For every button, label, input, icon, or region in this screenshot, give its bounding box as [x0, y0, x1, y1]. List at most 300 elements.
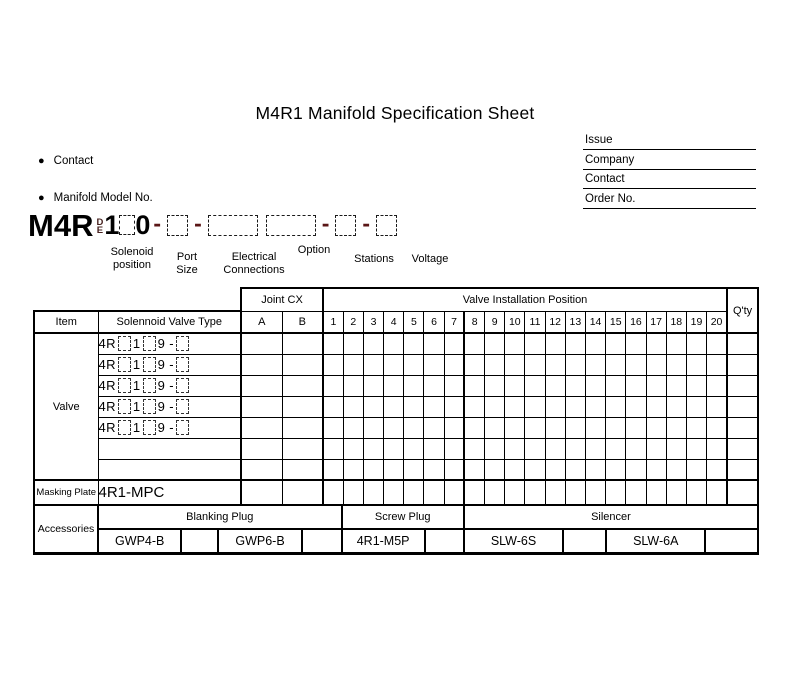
position-cell-4 [384, 354, 404, 375]
position-cell-6 [424, 396, 444, 417]
info-field-issue [583, 134, 756, 150]
position-cell-17 [646, 438, 666, 459]
position-cell-18 [666, 354, 686, 375]
position-cell-13 [565, 459, 585, 480]
position-header-1: 1 [323, 311, 343, 333]
position-header-10: 10 [505, 311, 525, 333]
position-cell-1 [323, 417, 343, 438]
valve-row [34, 396, 758, 417]
masking-plate-label: Masking Plate [34, 480, 98, 505]
accessory-group-header: Screw Plug [343, 506, 463, 530]
position-cell-1 [323, 438, 343, 459]
position-cell-11 [525, 354, 545, 375]
label-electrical-connections: Electrical Connections [223, 251, 285, 276]
position-cell-10 [505, 438, 525, 459]
valve-pattern-text: 1 [132, 420, 141, 435]
valve-pattern-box [176, 399, 189, 414]
accessory-group-blanking-plug [99, 506, 341, 552]
info-field-order-no [583, 193, 756, 209]
position-cell-15 [606, 333, 626, 354]
model-dash: - [153, 210, 162, 236]
valve-type-cell [98, 396, 241, 417]
valve-pattern-text: 1 [132, 357, 141, 372]
joint-col-a-header: A [241, 311, 282, 333]
position-cell-1 [323, 354, 343, 375]
position-cell-7 [444, 417, 464, 438]
position-cell-16 [626, 438, 646, 459]
position-cell-3 [363, 354, 383, 375]
position-header-17: 17 [646, 311, 666, 333]
position-cell-1 [323, 375, 343, 396]
position-cell-15 [606, 375, 626, 396]
position-cell-19 [686, 375, 706, 396]
position-cell-13 [565, 396, 585, 417]
valve-pattern-box [143, 336, 156, 351]
valve-pattern-box [118, 399, 131, 414]
position-cell-10 [505, 333, 525, 354]
valve-type-cell [98, 354, 241, 375]
position-cell-4 [384, 333, 404, 354]
position-cell-17 [646, 375, 666, 396]
valve-pattern-box [143, 378, 156, 393]
position-cell-6 [424, 375, 444, 396]
qty-cell [727, 417, 758, 438]
position-cell-12 [545, 459, 565, 480]
position-cell-8 [464, 333, 484, 354]
position-cell-2 [343, 396, 363, 417]
joint-cx-header: Joint CX [241, 288, 323, 311]
position-cell-20 [707, 480, 727, 505]
position-cell-2 [343, 375, 363, 396]
model-digit: 1 [104, 209, 120, 240]
position-cell-14 [585, 417, 605, 438]
valve-pattern-text: 9 - [157, 378, 174, 393]
info-panel [583, 134, 756, 212]
position-cell-5 [404, 354, 424, 375]
qty-cell [727, 354, 758, 375]
valve-row [34, 354, 758, 375]
position-cell-7 [444, 375, 464, 396]
position-cell-18 [666, 375, 686, 396]
position-cell-19 [686, 417, 706, 438]
blank-corner [34, 288, 241, 311]
position-header-9: 9 [485, 311, 505, 333]
position-cell-12 [545, 417, 565, 438]
model-stack-top: D [96, 216, 104, 228]
spec-table-body [34, 288, 758, 554]
position-cell-12 [545, 396, 565, 417]
position-cell-3 [363, 438, 383, 459]
position-cell-2 [343, 480, 363, 505]
position-cell-5 [404, 438, 424, 459]
position-header-16: 16 [626, 311, 646, 333]
bullet-icon: ● [38, 154, 45, 167]
position-cell-17 [646, 333, 666, 354]
position-cell-12 [545, 333, 565, 354]
contact-section [38, 155, 93, 167]
valve-pattern-text: 4R [98, 378, 116, 393]
position-cell-9 [485, 438, 505, 459]
joint-b-cell [282, 354, 323, 375]
position-cell-8 [464, 438, 484, 459]
valve-type-cell [98, 459, 241, 480]
position-cell-20 [707, 459, 727, 480]
valve-pattern-box [143, 420, 156, 435]
position-cell-15 [606, 438, 626, 459]
joint-b-cell [282, 375, 323, 396]
position-cell-4 [384, 375, 404, 396]
position-cell-14 [585, 459, 605, 480]
valve-pattern-box [118, 357, 131, 372]
position-header-7: 7 [444, 311, 464, 333]
joint-col-b-header: B [282, 311, 323, 333]
valve-pattern-text: 1 [132, 336, 141, 352]
accessory-group-screw-plug [341, 506, 463, 552]
valve-pattern-box [176, 336, 189, 351]
position-cell-11 [525, 333, 545, 354]
position-cell-4 [384, 417, 404, 438]
model-box-electrical-connections [208, 215, 258, 236]
position-cell-18 [666, 417, 686, 438]
joint-b-cell [282, 396, 323, 417]
info-field-label: Contact [585, 173, 625, 186]
label-stations: Stations [354, 253, 394, 265]
position-cell-11 [525, 480, 545, 505]
info-field-label: Order No. [585, 192, 636, 205]
joint-a-cell [241, 417, 282, 438]
position-header-3: 3 [363, 311, 383, 333]
position-cell-11 [525, 396, 545, 417]
position-cell-15 [606, 480, 626, 505]
accessory-values [343, 530, 463, 552]
position-cell-6 [424, 417, 444, 438]
position-cell-13 [565, 375, 585, 396]
accessory-values [99, 530, 341, 552]
qty-cell [727, 438, 758, 459]
valve-section-label: Valve [34, 333, 98, 480]
position-header-18: 18 [666, 311, 686, 333]
position-cell-3 [363, 459, 383, 480]
joint-a-cell [241, 333, 282, 354]
label-voltage: Voltage [411, 253, 449, 265]
position-cell-16 [626, 417, 646, 438]
position-header-2: 2 [343, 311, 363, 333]
position-cell-6 [424, 333, 444, 354]
position-cell-10 [505, 459, 525, 480]
position-cell-17 [646, 396, 666, 417]
valve-pattern-text: 4R [98, 399, 116, 414]
model-box-solenoid-position [119, 215, 135, 235]
position-cell-5 [404, 375, 424, 396]
position-cell-18 [666, 438, 686, 459]
position-cell-20 [707, 396, 727, 417]
manifold-model-section [38, 192, 153, 204]
position-cell-10 [505, 396, 525, 417]
contact-section-label: Contact [53, 155, 94, 167]
spec-table [33, 287, 759, 555]
position-cell-13 [565, 480, 585, 505]
position-cell-19 [686, 459, 706, 480]
valve-pattern-text: 9 - [157, 357, 174, 372]
position-cell-13 [565, 354, 585, 375]
info-field-label: Issue [585, 134, 613, 146]
position-cell-16 [626, 480, 646, 505]
accessory-option: SLW-6A [605, 530, 704, 552]
position-cell-17 [646, 417, 666, 438]
position-cell-9 [485, 417, 505, 438]
position-cell-7 [444, 333, 464, 354]
position-cell-3 [363, 396, 383, 417]
valve-pattern-text: 1 [132, 378, 141, 393]
position-cell-15 [606, 459, 626, 480]
valve-pattern-text: 9 - [157, 399, 174, 414]
position-cell-6 [424, 354, 444, 375]
qty-cell [727, 396, 758, 417]
qty-cell [727, 375, 758, 396]
position-cell-16 [626, 333, 646, 354]
valve-pattern-box [118, 420, 131, 435]
accessories-row [34, 505, 758, 554]
table-header-row-2 [34, 311, 758, 333]
accessory-qty-cell [424, 530, 463, 552]
position-cell-19 [686, 480, 706, 505]
qty-cell [727, 333, 758, 354]
position-cell-7 [444, 354, 464, 375]
model-box-option [266, 215, 316, 236]
bullet-icon: ● [38, 191, 45, 204]
table-header-row-1 [34, 288, 758, 311]
joint-b-cell [282, 438, 323, 459]
position-cell-7 [444, 480, 464, 505]
valve-pattern-box [176, 420, 189, 435]
position-cell-8 [464, 417, 484, 438]
position-cell-8 [464, 459, 484, 480]
info-field-contact [583, 173, 756, 189]
position-cell-3 [363, 480, 383, 505]
position-header-19: 19 [686, 311, 706, 333]
accessories-grid [99, 506, 757, 552]
position-header-6: 6 [424, 311, 444, 333]
model-stack-bottom: E [96, 225, 104, 236]
position-cell-18 [666, 480, 686, 505]
valve-row [34, 417, 758, 438]
model-dash: - [321, 210, 330, 236]
joint-b-cell [282, 459, 323, 480]
position-header-15: 15 [606, 311, 626, 333]
label-port-size: Port Size [176, 251, 198, 276]
valve-pattern-box [118, 378, 131, 393]
position-cell-14 [585, 438, 605, 459]
position-cell-18 [666, 459, 686, 480]
position-cell-19 [686, 396, 706, 417]
position-cell-7 [444, 438, 464, 459]
valve-row [34, 438, 758, 459]
position-cell-5 [404, 417, 424, 438]
valve-pattern-text: 9 - [157, 336, 174, 352]
accessory-group-header: Blanking Plug [99, 506, 341, 530]
accessory-option: GWP4-B [115, 534, 165, 548]
joint-a-cell [241, 438, 282, 459]
position-cell-8 [464, 396, 484, 417]
valve-pattern-text: 1 [132, 399, 141, 414]
masking-plate-value: 4R1-MPC [98, 480, 241, 505]
valve-row [34, 459, 758, 480]
position-cell-11 [525, 438, 545, 459]
position-cell-3 [363, 417, 383, 438]
position-cell-20 [707, 417, 727, 438]
position-cell-14 [585, 396, 605, 417]
position-cell-16 [626, 396, 646, 417]
position-cell-2 [343, 417, 363, 438]
position-cell-3 [363, 375, 383, 396]
position-header-12: 12 [545, 311, 565, 333]
model-box-stations [335, 215, 356, 236]
valve-type-cell [98, 375, 241, 396]
info-field-company [583, 154, 756, 170]
position-cell-15 [606, 396, 626, 417]
accessory-option: GWP6-B [217, 530, 300, 552]
position-cell-5 [404, 459, 424, 480]
position-cell-19 [686, 354, 706, 375]
position-cell-5 [404, 480, 424, 505]
valve-installation-position-header: Valve Installation Position [323, 288, 727, 311]
position-cell-13 [565, 333, 585, 354]
position-header-8: 8 [464, 311, 484, 333]
valve-type-cell [98, 333, 241, 354]
accessory-option: SLW-6S [490, 534, 537, 548]
label-option: Option [297, 244, 331, 256]
position-cell-16 [626, 375, 646, 396]
position-cell-17 [646, 459, 666, 480]
position-cell-20 [707, 375, 727, 396]
position-cell-7 [444, 396, 464, 417]
valve-type-cell [98, 438, 241, 459]
model-box-port-size [167, 215, 188, 236]
position-cell-20 [707, 354, 727, 375]
qty-cell [727, 459, 758, 480]
position-header-4: 4 [384, 311, 404, 333]
position-cell-2 [343, 438, 363, 459]
position-cell-18 [666, 396, 686, 417]
position-cell-16 [626, 459, 646, 480]
accessory-qty-cell [301, 530, 341, 552]
joint-a-cell [241, 459, 282, 480]
valve-pattern-box [118, 336, 131, 351]
position-cell-1 [323, 459, 343, 480]
joint-a-cell [241, 375, 282, 396]
position-cell-6 [424, 438, 444, 459]
position-cell-5 [404, 396, 424, 417]
position-header-5: 5 [404, 311, 424, 333]
page-title: M4R1 Manifold Specification Sheet [255, 103, 535, 123]
position-cell-1 [323, 396, 343, 417]
position-cell-4 [384, 459, 404, 480]
model-dash: - [194, 210, 202, 236]
position-cell-14 [585, 480, 605, 505]
accessory-group-silencer [463, 506, 757, 552]
valve-type-cell [98, 417, 241, 438]
position-cell-14 [585, 354, 605, 375]
position-cell-4 [384, 396, 404, 417]
valve-pattern-box [143, 357, 156, 372]
position-cell-10 [505, 480, 525, 505]
position-cell-12 [545, 480, 565, 505]
model-prefix: M4R [28, 207, 94, 243]
position-cell-20 [707, 333, 727, 354]
position-cell-1 [323, 480, 343, 505]
position-cell-13 [565, 417, 585, 438]
joint-a-cell [241, 354, 282, 375]
item-header: Item [34, 311, 98, 333]
position-cell-16 [626, 354, 646, 375]
accessory-group-header: Silencer [465, 506, 757, 530]
position-header-20: 20 [707, 311, 727, 333]
joint-b-cell [282, 417, 323, 438]
position-cell-12 [545, 438, 565, 459]
joint-a-cell [241, 396, 282, 417]
position-cell-14 [585, 333, 605, 354]
valve-pattern-box [176, 378, 189, 393]
qty-cell [727, 480, 758, 505]
manifold-model-section-label: Manifold Model No. [53, 192, 153, 204]
valve-row [34, 375, 758, 396]
position-header-14: 14 [585, 311, 605, 333]
valve-pattern-text: 4R [98, 336, 116, 352]
position-cell-9 [485, 396, 505, 417]
model-box-voltage [376, 215, 397, 236]
position-cell-10 [505, 417, 525, 438]
position-cell-17 [646, 480, 666, 505]
position-cell-5 [404, 333, 424, 354]
position-cell-1 [323, 333, 343, 354]
valve-pattern-text: 4R [98, 420, 116, 435]
accessory-qty-cell [562, 530, 605, 552]
valve-pattern-box [143, 399, 156, 414]
position-cell-2 [343, 459, 363, 480]
label-solenoid-position: Solenoid position [110, 246, 154, 271]
position-cell-6 [424, 480, 444, 505]
accessories-label: Accessories [34, 505, 98, 554]
accessory-option: 4R1-M5P [356, 534, 410, 548]
position-cell-14 [585, 375, 605, 396]
qty-header: Q'ty [727, 288, 758, 333]
position-cell-8 [464, 480, 484, 505]
position-cell-19 [686, 438, 706, 459]
position-cell-11 [525, 417, 545, 438]
position-cell-17 [646, 354, 666, 375]
valve-pattern-text: 4R [98, 357, 116, 372]
accessory-qty-cell [704, 530, 757, 552]
valve-pattern-text: 9 - [157, 420, 174, 435]
position-cell-19 [686, 333, 706, 354]
position-cell-8 [464, 375, 484, 396]
position-cell-10 [505, 354, 525, 375]
joint-b-cell [282, 333, 323, 354]
model-de-stack [96, 216, 104, 236]
masking-plate-row [34, 480, 758, 505]
position-cell-9 [485, 333, 505, 354]
position-cell-2 [343, 333, 363, 354]
position-cell-9 [485, 459, 505, 480]
position-cell-11 [525, 459, 545, 480]
accessory-qty-cell [180, 530, 217, 552]
position-cell-13 [565, 438, 585, 459]
position-cell-9 [485, 480, 505, 505]
position-cell-4 [384, 438, 404, 459]
valve-type-header: Solennoid Valve Type [98, 311, 241, 333]
model-digit: 0 [135, 209, 151, 240]
position-cell-12 [545, 375, 565, 396]
